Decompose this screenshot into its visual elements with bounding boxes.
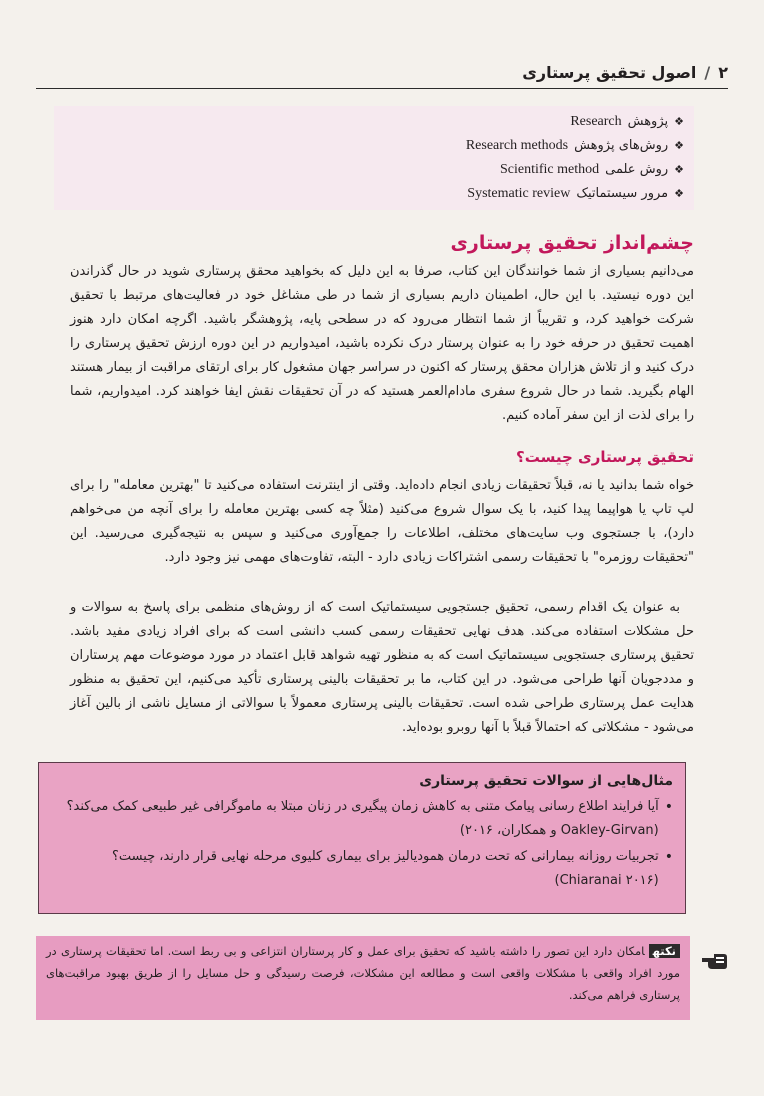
example-text: آیا فرایند اطلاع رسانی پیامک متنی به کاهش زمان پیگیری در زنان مبتلا به ماموگرافی غیر طبیعی کمک می‌کند؟ (Oakley-Girvan و همکاران، ۲۰۱۶) [66,799,659,838]
diamond-bullet-icon: ❖ [674,115,684,128]
keyword-item [64,182,684,206]
example-text: تجربیات روزانه بیمارانی که تحت درمان همودیالیز برای بیماری کلیوی مرحله نهایی قرار دارند، چیست؟ (Chiaranai ۲۰۱۶) [111,849,659,888]
keyword-en: Research [570,114,622,129]
bullet-dot-icon: • [664,849,673,865]
section-title-outlook: چشم‌انداز تحقیق پرستاری [450,232,694,254]
keyword-en: Systematic review [467,186,571,201]
keyword-item [64,110,684,134]
keyword-en: Scientific method [500,162,600,177]
keyword-fa: روش علمی [605,162,669,177]
keyword-fa: مرور سیستماتیک [576,186,669,201]
paragraph-everyday-research: خواه شما بدانید یا نه، قبلاً تحقیقات زیادی انجام داده‌اید. وقتی از اینترنت استفاده می‌کنید تا "بهترین معامله" را برای لپ تاپ یا هواپیما پیدا کنید، با یک سوال شروع می‌کنید (مثلاً چه کسی بهترین معامله را برای آنچه من می‌خواهم دارد)، با جستجوی وب سایت‌های مختلف، اطلاعات را جمع‌آوری می‌کنید و سپس به نتیجه‌گیری می‌رسید. این "تحقیقات روزمره" با تحقیقات رسمی اشتراکات زیادی دارد - البته، تفاوت‌های مهمی نیز وجود دارد. [70,478,694,565]
note-text: امکان دارد این تصور را داشته باشید که تحقیق برای عمل و کار پرستاران انتزاعی و بی ربط است. اما تحقیقات پرستاری در مورد افراد واقعی با مشکلات واقعی است و مطالعه این مشکلات، فرصت رسیدگی و حل مسایل را از طریق بهبود مراقبت‌های پرستاری فراهم می‌کند. [46,944,680,1002]
page-header [36,56,728,89]
keyword-item [64,158,684,182]
keyword-fa: پژوهش [627,114,669,129]
examples-box [38,762,686,914]
diamond-bullet-icon: ❖ [674,163,684,176]
hand-pointer-icon [700,948,728,970]
note-box [36,936,690,1020]
paragraph-formal-research: به عنوان یک اقدام رسمی، تحقیق جستجویی سیستماتیک است که از روش‌های منظمی برای پاسخ به سوالات و حل مشکلات استفاده می‌کند. هدف نهایی تحقیقات رسمی کسب دانشی است که برای افراد زیادی مفید باشد. تحقیق پرستاری جستجویی سیستماتیک است که به منظور تهیه شواهد قابل اعتماد در مورد موضوعات مهم پرستاران و مددجویان آنها طراحی می‌شود. در این کتاب، ما بر تحقیقات بالینی پرستاری تأکید می‌کنیم، این تحقیق به منظور هدایت عمل پرستاری طراحی شده است. تحقیقات بالینی پرستاری معمولاً با سوالاتی از مسایل ناشی از بالین آغاز می‌شود - مشکلاتی که احتمالاً قبلاً با آنها روبرو بوده‌اید. [70,600,694,735]
paragraph-outlook: می‌دانیم بسیاری از شما خوانندگان این کتاب، صرفا به این دلیل که بخواهید محقق پرستاری شوید در حال گذراندن این دوره نیستید. با این حال، اطمینان داریم بسیاری از شما در طی مشاغل خود در فعالیت‌های مرتبط با تحقیق شرکت خواهید کرد، و تقریباً از شما انتظار می‌رود که در سطحی پایه، پژوهشگر باشید. اگرچه امکان دارد هنوز اهمیت تحقیق در حرفه خود را به عنوان پرستار درک نکرده باشید، امیدواریم در این دوره ارزش تحقیق پرستاری را درک کنید و از تلاش هزاران محقق پرستار که اکنون در سراسر جهان مشغول کار برای ارتقای مراقبت از بیمار هستند الهام بگیرید. شما در حال شروع سفری مادام‌العمر هستید که در آن تحقیقات نقش ایفا خواهند کرد. امیدواریم، شما را برای لذت از این سفر آماده کنیم. [70,264,694,423]
page-number: ۲ [718,62,728,82]
keyword-fa: روش‌های پژوهش [574,138,669,153]
note-label: نکته [649,944,680,958]
keyword-item [64,134,684,158]
keyword-list [54,106,694,210]
book-title: اصول تحقیق پرستاری [522,62,697,82]
diamond-bullet-icon: ❖ [674,187,684,200]
bullet-dot-icon: • [664,799,673,815]
keyword-en: Research methods [465,138,569,153]
diamond-bullet-icon: ❖ [674,139,684,152]
example-item [51,845,673,893]
section-title-what-is: تحقیق پرستاری چیست؟ [516,448,694,466]
example-item [51,795,673,843]
examples-title: مثال‌هایی از سوالات تحقیق پرستاری [419,773,673,789]
header-separator: / [704,62,711,82]
